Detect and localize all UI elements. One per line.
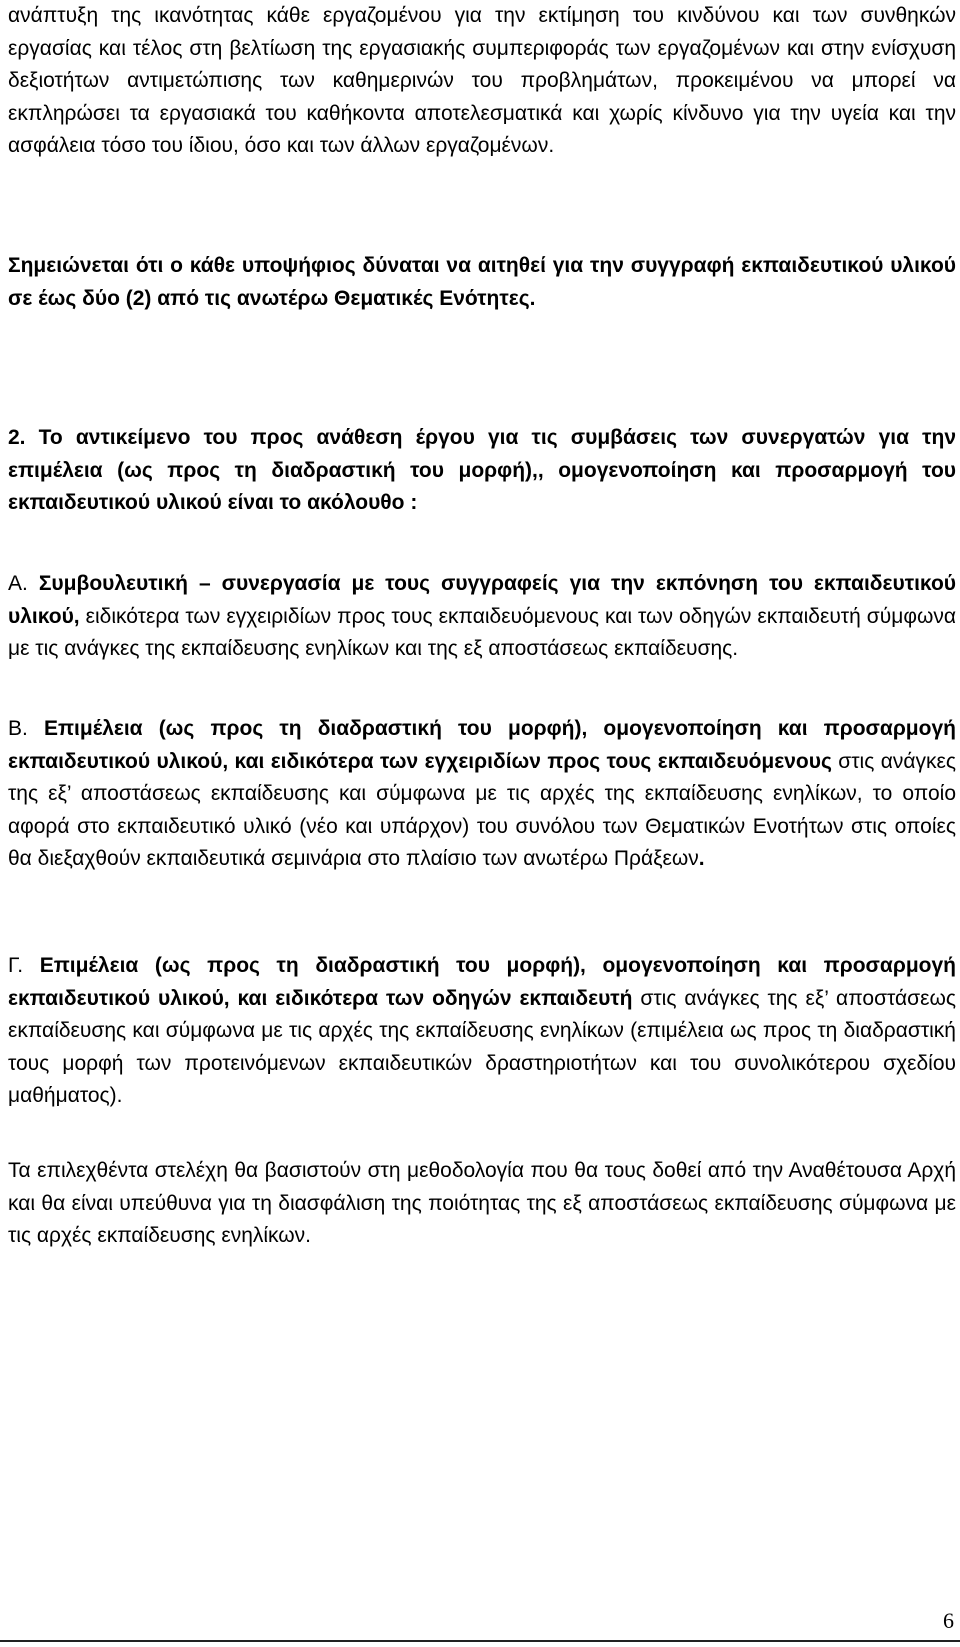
- item-b-marker: Β.: [8, 717, 28, 740]
- paragraph-section-2: [8, 422, 956, 520]
- item-b-text: στις ανάγκες της εξ’ αποστάσεως εκπαίδευσης και σύμφωνα με τις αρχές της εκπαίδευσης ενηλίκων, το οποίο αφορά στο εκπαιδευτικό υλικό (νέο και υπάρχον) του συνόλου των Θεματικών Ενοτήτων στις οποίες θα διεξαχθούν εκπαιδευτικά σεμινάρια στο πλαίσιο των ανωτέρω Πράξεων: [8, 749, 956, 870]
- item-a-bold: Συμβουλευτική – συνεργασία με τους συγγραφείς για την εκπόνηση του εκπαιδευτικού υλικού,: [8, 572, 956, 628]
- item-c-marker: Γ.: [8, 954, 24, 977]
- item-a-marker: Α.: [8, 572, 28, 595]
- page-number: 6: [943, 1608, 954, 1633]
- item-c-text: στις ανάγκες της εξ’ αποστάσεως εκπαίδευσης και σύμφωνα με τις αρχές της εκπαίδευσης ενηλίκων (επιμέλεια ως προς τη διαδραστική τους μορφή των προτεινόμενων εκπαιδευτικών δραστηριοτήτων και του συνολικότερου σχεδίου μαθήματος).: [8, 986, 957, 1107]
- paragraph-item-c: [8, 950, 956, 1113]
- item-b-end: .: [698, 847, 705, 870]
- paragraph-item-b: [8, 713, 956, 876]
- item-a-text: ειδικότερα των εγχειριδίων προς τους εκπαιδευόμενους και των οδηγών εκπαιδευτή σύμφωνα με τις ανάγκες της εκπαίδευσης ενηλίκων και της εξ αποστάσεως εκπαίδευσης.: [8, 604, 956, 660]
- paragraph-closing: Τα επιλεχθέντα στελέχη θα βασιστούν στη μεθοδολογία που θα τους δοθεί από την Αναθέτουσα Αρχή και θα είναι υπεύθυνα για τη διασφάλιση της ποιότητας της εξ αποστάσεως εκπαίδευσης σύμφωνα με τις αρχές εκπαίδευσης ενηλίκων.: [8, 1159, 956, 1247]
- footer-rule: [0, 1640, 960, 1642]
- paragraph-item-a: [8, 568, 956, 666]
- paragraph-note: [8, 250, 956, 315]
- paragraph-intro: ανάπτυξη της ικανότητας κάθε εργαζομένου για την εκτίμηση του κινδύνου και των συνθηκών εργασίας και τέλος στη βελτίωση της εργασιακής συμπεριφοράς των εργαζομένων και στην ενίσχυση δεξιοτήτων αντιμετώπισης των καθημερινών του προβλημάτων, προκειμένου να μπορεί να εκπληρώσει τα εργασιακά του καθήκοντα αποτελεσματικά και χωρίς κίνδυνο για την υγεία και την ασφάλεια τόσο του ίδιου, όσο και των άλλων εργαζομένων.: [8, 4, 956, 157]
- note-text: Σημειώνεται ότι ο κάθε υποψήφιος δύναται να αιτηθεί για την συγγραφή εκπαιδευτικού υλικού σε έως δύο (2) από τις ανωτέρω Θεματικές Ενότητες.: [8, 254, 956, 310]
- item-b-bold: Επιμέλεια (ως προς τη διαδραστική του μορφή), ομογενοποίηση και προσαρμογή εκπαιδευτικού υλικού, και ειδικότερα των εγχειριδίων προς τους εκπαιδευόμενους: [8, 717, 956, 773]
- item-c-bold: Επιμέλεια (ως προς τη διαδραστική του μορφή), ομογενοποίηση και προσαρμογή εκπαιδευτικού υλικού, και ειδικότερα των οδηγών εκπαιδευτή: [8, 954, 956, 1010]
- section-2-text: 2. Το αντικείμενο του προς ανάθεση έργου για τις συμβάσεις των συνεργατών για την επιμέλεια (ως προς τη διαδραστική του μορφή),, ομογενοποίηση και προσαρμογή του εκπαιδευτικού υλικού είναι το ακόλουθο :: [8, 426, 956, 514]
